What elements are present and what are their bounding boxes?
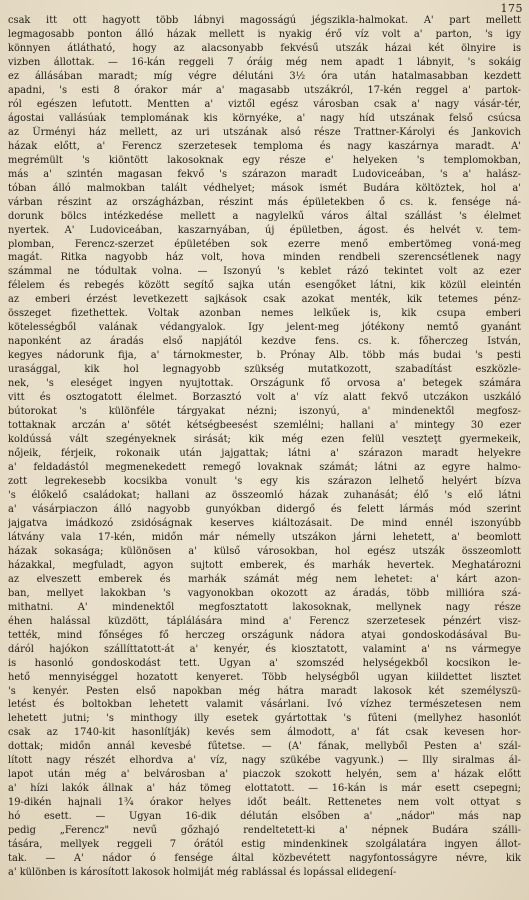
text-line: jajgatva imádkozó zsidóságnak keserves kiáltozásait. De mind ennél iszonyúbb <box>8 517 521 529</box>
text-line: dáról hajókon szállíttatott-át a' kenyér, és kiosztatott, valamint a' ns vármegye <box>8 643 521 655</box>
text-line: is hasonló gondoskodást tett. Ugyan a' szomszéd helységekből kocsikon le- <box>8 657 521 669</box>
text-line: számmal ne tódultak volna. — Iszonyú 's keblet rázó tekintet volt az ezer <box>8 266 521 278</box>
text-line: látvány vala 17-kén, midőn már némelly utszákon járni lehetett, a' beomlott <box>8 531 521 543</box>
text-line: hető mennyiséggel hozatott kenyeret. Több helységből ugyan kiildettet lisztet <box>8 671 521 683</box>
text-line: ágostai vallásúak templomának kis környéke, a' nagy híd utszának felső csúcsa <box>8 112 521 124</box>
page-number: 175 <box>500 2 523 15</box>
text-line: koldússá vált szegényeknek sirását; kik még ezen felül veszteţt gyermekeik, <box>8 434 521 446</box>
text-line: vizben állottak. — 16-kán reggeli 7 óráig még nem apadt 1 lábnyit, 's sokáig <box>8 56 521 68</box>
text-line: hó esett. — Ugyan 16-dik délután elsőben a' „nádor" más nap <box>8 811 521 823</box>
text-line: ról egészen lefutott. Mentten a' viztől egész városban csak a' nagy vásár-tér, <box>8 98 521 110</box>
text-line: más a' szintén magasan fekvő 's szárazon maradt Ludoviceában, 's a' halász- <box>8 168 521 180</box>
text-line: kötelességből valának védangyalok. Igy jelent-meg jótékony nemtő gyanánt <box>8 322 521 334</box>
text-line: várban részint az országházban, részint más épületekben ő cs. k. fensége ná- <box>8 196 521 208</box>
text-line: összeget fizethettek. Voltak azonban nemes lelkűek is, kik csupa emberi <box>8 308 521 320</box>
text-line: vitt és osztogatott élelmet. Borzasztó volt a' víz alatt fekvő utczákon uszkáló <box>8 392 521 404</box>
text-line: a' különben is károsított lakosok holmiját még rablással és lopással elidegení- <box>8 867 397 879</box>
text-line: lapot után még a' belvárosban a' piaczok szokott helyén, sem a' házak előtt <box>8 769 521 781</box>
text-line: házakkal, megfuladt, agyon sujtott emberek, és marhák hevertek. Meghatározni <box>8 559 521 571</box>
text-line: tak. — A' nádor ó fensége által közbevétett nagyfontosságyre névre, kik <box>8 853 521 865</box>
text-line: pedig „Ferencz" nevű gőzhajó rendeltetett-ki a' népnek Budára szálli- <box>8 825 521 837</box>
text-line: urasággal, kik hol legnagyobb szükség mutatkozott, szabadítást eszközle- <box>8 364 521 376</box>
text-line: megrémült 's kiöntött lakosoknak egy része e' helyeken 's templomokban, <box>8 154 521 166</box>
text-line: nek, 's eleséget ingyen nyujtottak. Országunk fő orvosa a' betegek számára <box>8 378 521 390</box>
text-line: az elveszett emberek és marhák számát még nem lehetet: a' kárt azon- <box>8 573 521 585</box>
text-line: tottaknak arczán a' sötét kétségbeesést szemlélni; hallani a' mintegy 30 ezer <box>8 420 521 432</box>
text-line: magát. Ritka nagyobb ház volt, hova minden rendbeli szerencsétlenek nagy <box>8 252 521 264</box>
text-line: az Ürményi ház mellett, az uri utszának alsó része Trattner-Károlyi és Jankovich <box>8 126 521 138</box>
text-line: házak sokasága; különösen a' külső városokban, hol egész utszák összeomlott <box>8 545 521 557</box>
text-line: csak itt ott hagyott több lábnyi magosságú jégszikla-halmokat. A' part mellett <box>8 15 521 26</box>
text-line: könnyen átlátható, hogy az alacsonyabb fekvésű utszák házai két ölnyire is <box>8 42 521 54</box>
text-line: zott legrekesebb kocsikba vonult 's egy kis szárazon lelhető helyért bízva <box>8 475 521 487</box>
text-line: tóban álló malmokban talált védhelyet; mások ismét Budára költöztek, hol a' <box>8 182 521 194</box>
text-line: tették, mind főnséges fő herczeg országunk nádora atyai gondoskodásával Bu- <box>8 629 521 641</box>
text-line: lított nagy részét elhordva a' víz, nagy szükébe vagyunk.) — Illy siralmas ál- <box>8 755 521 767</box>
text-line: éhen halással küzdött, táplálására mind a' Ferencz szerzetesek pénzért visz- <box>8 615 521 627</box>
text-line: apadni, 's esti 8 órakor már a' magasabb utszákról, 17-kén reggel a' partok- <box>8 84 521 96</box>
text-line: mithatni. A' mindenektől megfosztatott lakosoknak, mellynek nagy része <box>8 601 521 613</box>
text-line: a' feldadástól megmenekedett remegő lovaknak számát; látni az egyre halmo- <box>8 462 521 473</box>
text-line: nyertek. A' Ludoviceában, kaszarnyában, új épületben, ágost. és helvét v. tem- <box>8 224 521 236</box>
text-line: nőjeik, férjeik, rokonaik után jajgattak; látni a' szárazon maradt helyekre <box>8 448 521 460</box>
text-line: 's élőkelő családokat; hallani az összeomló házak zuhanását; élő 's elő látni <box>8 489 521 501</box>
text-line: ez állásában maradt; míg végre délutáni 3½ óra után hatalmasabban kezdett <box>8 70 521 82</box>
text-line: 19-dikén hajnali 1¾ órakor helyes időt beált. Rettenetes nem volt ottyat s <box>8 797 521 809</box>
text-line: plomban, Ferencz-szerzet épületében sok ezerre menő embertömeg voná-meg <box>8 238 521 250</box>
text-line: lehetett jutni; 's minthogy illy esetek gyártottak 's fűteni (mellyhez hasonlót <box>8 713 521 725</box>
text-line: bútorokat 's különféle tárgyakat nézni; iszonyú, a' mindenektől megfosz- <box>8 406 521 418</box>
text-line: letést és boltokban lehetett valamit vásárlani. Ivó vízhez természetesen nem <box>8 699 521 711</box>
text-line: házak előtt, a' Ferencz szerzetesek temploma és nagy kaszárnya maradt. A' <box>8 140 521 152</box>
text-line: az emberi érzést levetkezett sajkások csak azokat menték, kik tetemes pénz- <box>8 294 521 306</box>
text-line: félelem és rebegés között segítő sajka után esengőket látni, kik közül eleintén <box>8 280 521 292</box>
text-line: legmagosabb ponton álló házak mellett is nyakig érő víz volt a' parton, 's igy <box>8 28 521 40</box>
text-line: 's kenyér. Pesten első napokban még hátra maradt lakosok két személyszü- <box>8 685 521 697</box>
text-line: dorunk bölcs intézkedése mellett a nagylelkű város által szállást 's élelmet <box>8 210 521 222</box>
text-line: a' hízi lakók állnak a' ház tömeg elottatott. — 16-kán is már esett csepegni; <box>8 783 521 795</box>
body-text <box>8 14 521 880</box>
text-line: naponként az áradás első napjától kezdve fens. cs. k. főherczeg István, <box>8 336 521 348</box>
text-line: dottak; midőn annál kevesbé fűtetse. — (A' fának, mellyből Pesten a' szál- <box>8 741 521 753</box>
text-line: ban, mellyet lakokban 's vagyonokban okozott az áradás, több millióra szá- <box>8 587 521 599</box>
text-line: tására, mellyek reggeli 7 órától estig mindenkinek szolgálatára ingyen állot- <box>8 839 521 851</box>
text-line: kegyes nádorunk fija, a' tárnokmester, b. Prónay Alb. több más budai 's pesti <box>8 350 521 362</box>
text-line: csak az 1740-kit hasonlítják) kevés sem álmodott, a' fát csak kevesen hor- <box>8 727 521 739</box>
text-line: a' vásárpiaczon álló nagyobb gunyókban didergő és felett lármás mód szerint <box>8 503 521 515</box>
